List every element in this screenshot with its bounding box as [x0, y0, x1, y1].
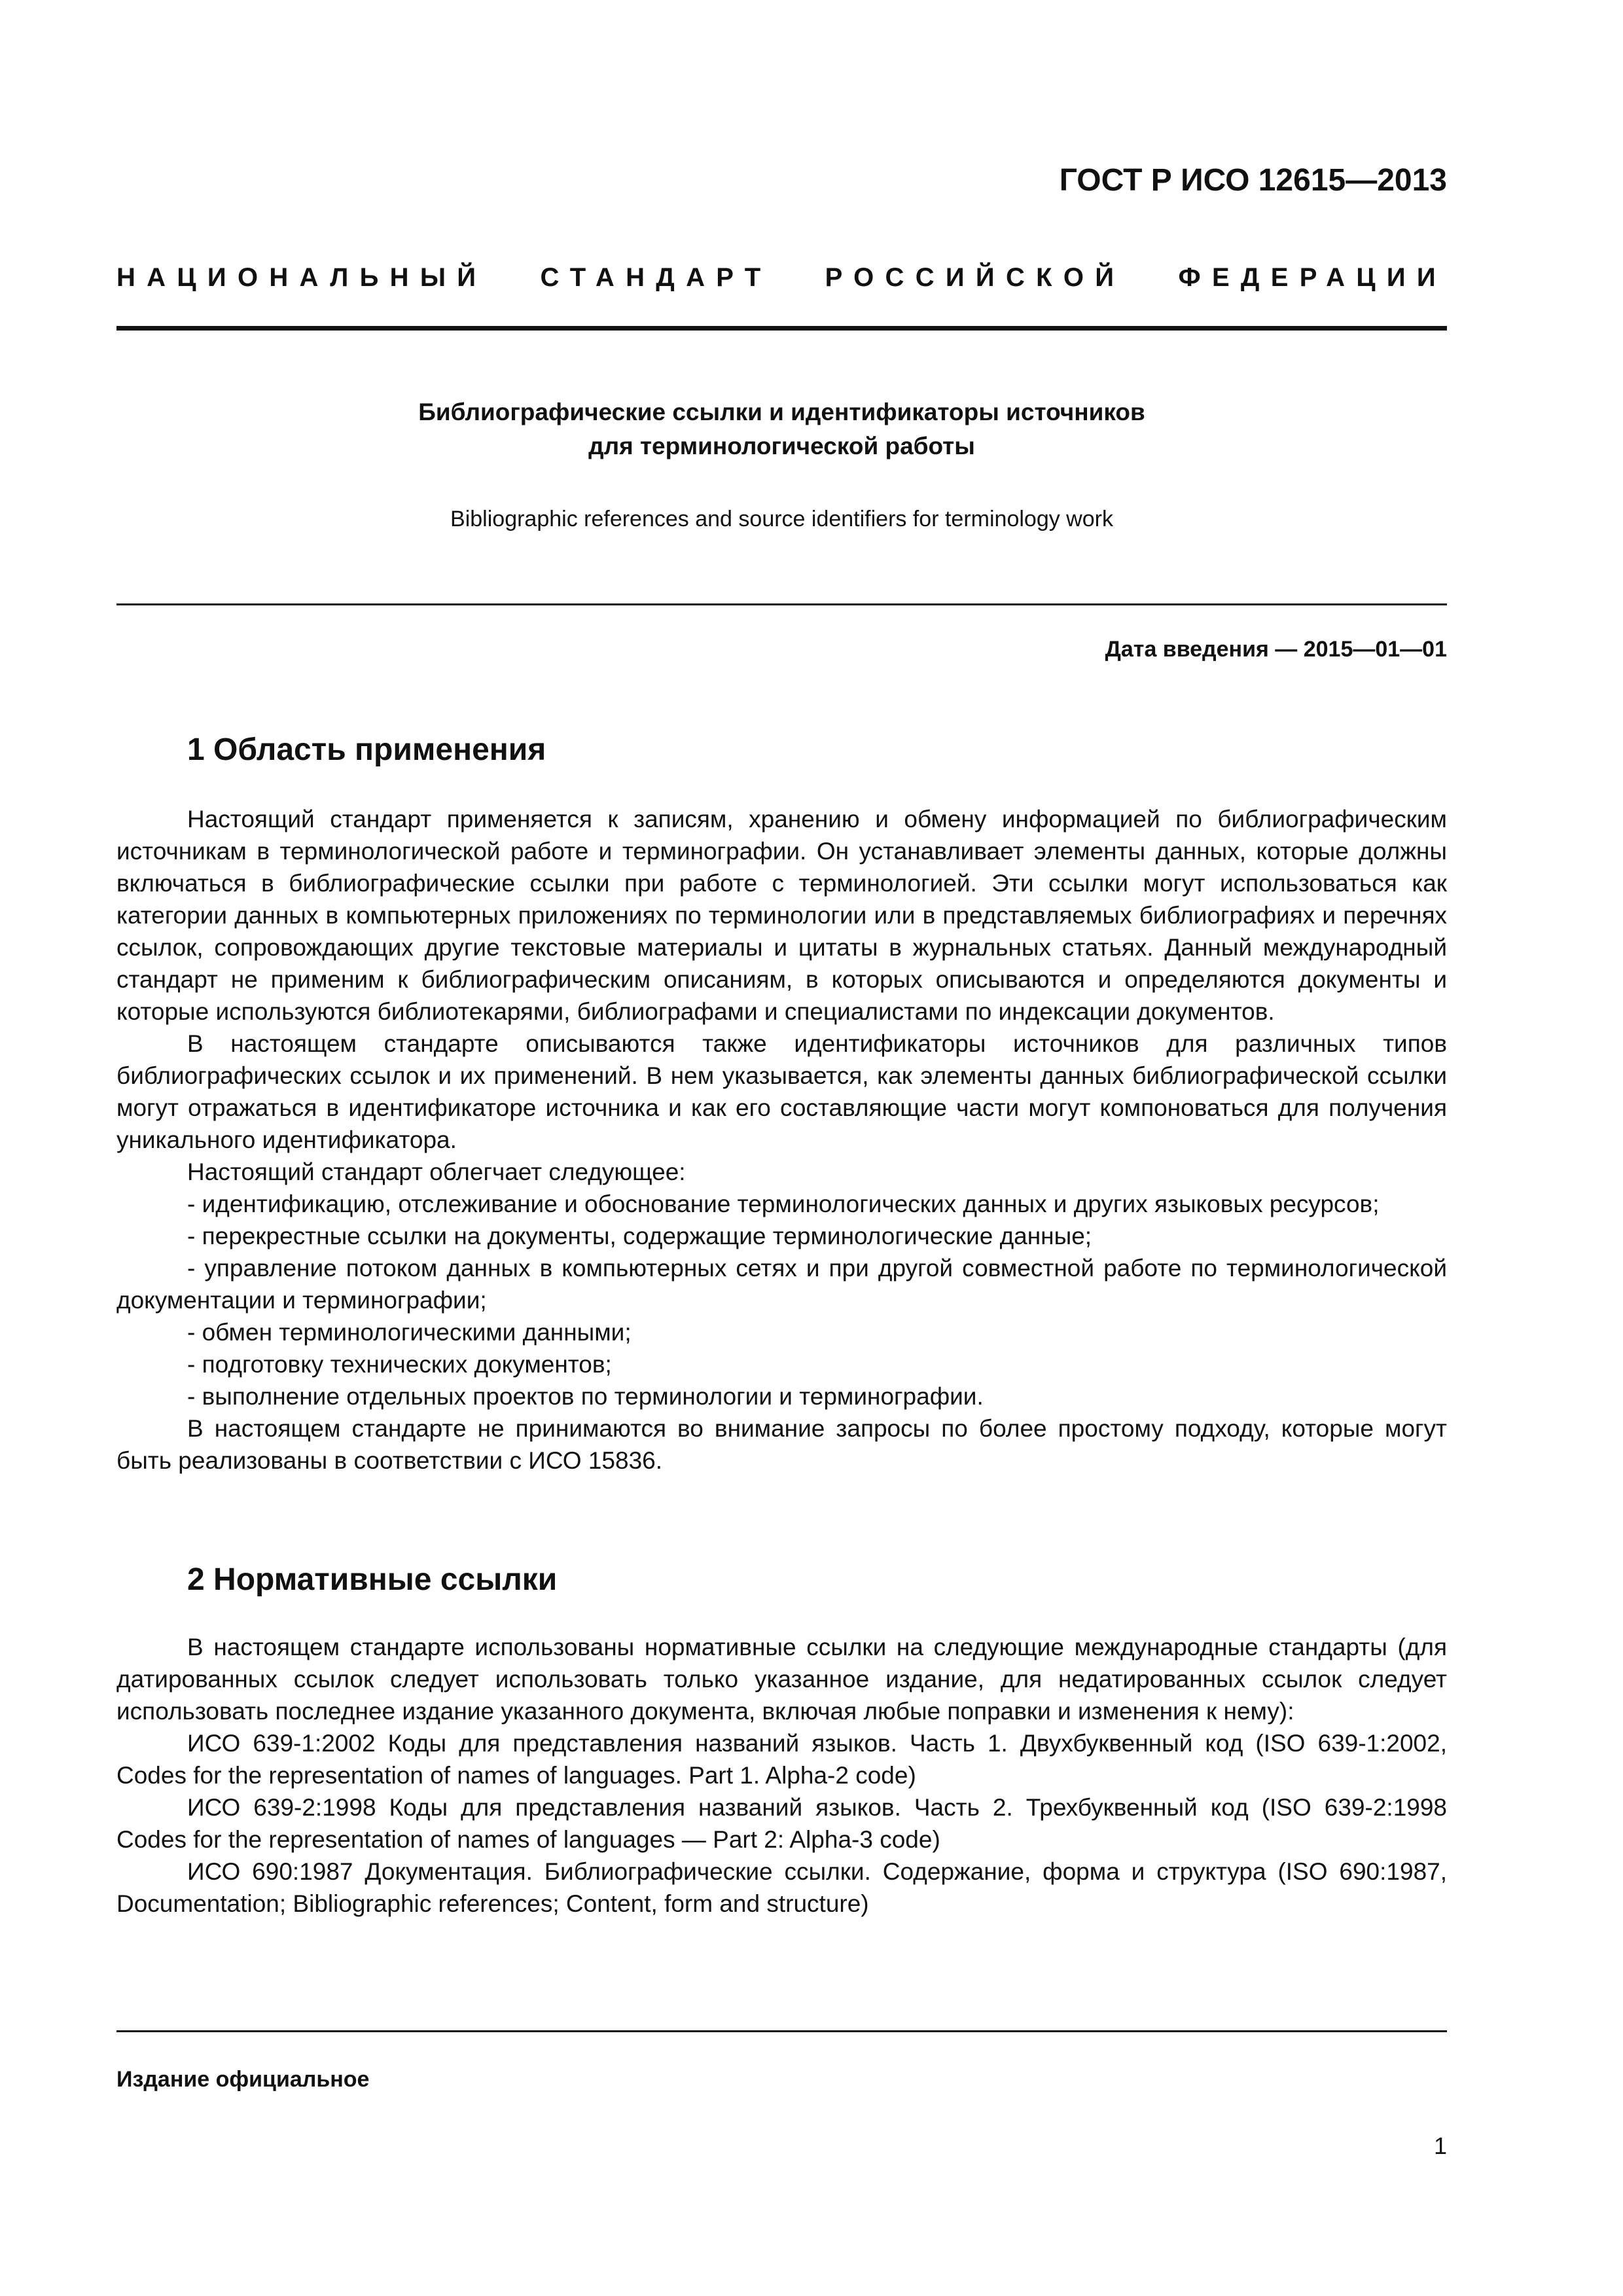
page-number: 1 [1433, 2132, 1447, 2159]
official-edition-label: Издание официальное [116, 2067, 370, 2092]
paragraph: В настоящем стандарте использованы нормативные ссылки на следующие международные стандарты (для датированных ссылок следует использовать только указанное издание, для недатированных ссылок следует использовать последнее издание указанного документа, включая любые поправки и изменения к нему): [116, 1634, 1447, 1725]
title-divider [116, 603, 1447, 605]
list-item: - управление потоком данных в компьютерных сетях и при другой совместной работе по терминологической документации и терминографии; [116, 1255, 1447, 1314]
introduction-date: Дата введения — 2015—01—01 [1105, 637, 1447, 662]
banner-word: СТАНДАРТ [540, 263, 772, 292]
banner-word: РОССИЙСКОЙ [825, 263, 1126, 292]
standard-banner [116, 263, 1447, 293]
list-item: - идентификацию, отслеживание и обоснование терминологических данных и других языковых ресурсов; [187, 1191, 1380, 1217]
paragraph: Настоящий стандарт облегчает следующее: [187, 1158, 686, 1185]
header-divider [116, 326, 1447, 331]
banner-word: ФЕДЕРАЦИИ [1178, 263, 1447, 292]
banner-word: НАЦИОНАЛЬНЫЙ [116, 263, 488, 292]
paragraph: Настоящий стандарт применяется к записям, хранению и обмену информацией по библиографическим источникам в терминологической работе и терминографии. Он устанавливает элементы данных, которые должны включаться в библиографические ссылки при работе с терминологией. Эти ссылки могут использоваться как категории данных в компьютерных приложениях по терминологии или в представляемых библиографиях и перечнях ссылок, сопровождающих другие текстовые материалы и цитаты в журнальных статьях. Данный международный стандарт не применим к библиографическим описаниям, в которых описываются и определяются документы и которые используются библиотекарями, библиографами и специалистами по индексации документов. [116, 806, 1447, 1025]
section-body-scope [116, 803, 1447, 1477]
footer-divider [116, 2030, 1447, 2032]
list-item: - подготовку технических документов; [187, 1351, 612, 1378]
section-heading-normative-references: 2 Нормативные ссылки [187, 1562, 558, 1597]
list-item: - перекрестные ссылки на документы, содержащие терминологические данные; [187, 1223, 1092, 1249]
title-line: для терминологической работы [588, 433, 975, 459]
reference-item: ИСО 690:1987 Документация. Библиографические ссылки. Содержание, форма и структура (ISO 690:1987, Documentation; Bibliographic references; Content, form and structure) [116, 1858, 1447, 1917]
reference-item: ИСО 639-2:1998 Коды для представления названий языков. Часть 2. Трехбуквенный код (ISO 639-2:1998 Codes for the representation of names of languages — Part 2: Alpha-3 code) [116, 1794, 1447, 1853]
title-russian [116, 395, 1447, 463]
section-heading-scope: 1 Область применения [187, 732, 546, 767]
paragraph: В настоящем стандарте описываются также идентификаторы источников для различных типов библиографических ссылок и их применений. В нем указывается, как элементы данных библиографической ссылки могут отражаться в идентификаторе источника и как его составляющие части могут компоноваться для получения уникального идентификатора. [116, 1030, 1447, 1153]
reference-item: ИСО 639-1:2002 Коды для представления названий языков. Часть 1. Двухбуквенный код (ISO 639-1:2002, Codes for the representation of names of languages. Part 1. Alpha-2 code) [116, 1730, 1447, 1789]
list-item: - обмен терминологическими данными; [187, 1319, 632, 1346]
document-code: ГОСТ Р ИСО 12615—2013 [1059, 163, 1447, 198]
paragraph: В настоящем стандарте не принимаются во внимание запросы по более простому подходу, которые могут быть реализованы в соответствии с ИСО 15836. [116, 1415, 1447, 1474]
section-body-normative-references [116, 1631, 1447, 1920]
title-line: Библиографические ссылки и идентификаторы источников [418, 399, 1145, 425]
list-item: - выполнение отдельных проектов по терминологии и терминографии. [187, 1383, 984, 1410]
title-english: Bibliographic references and source identifiers for terminology work [450, 507, 1113, 531]
